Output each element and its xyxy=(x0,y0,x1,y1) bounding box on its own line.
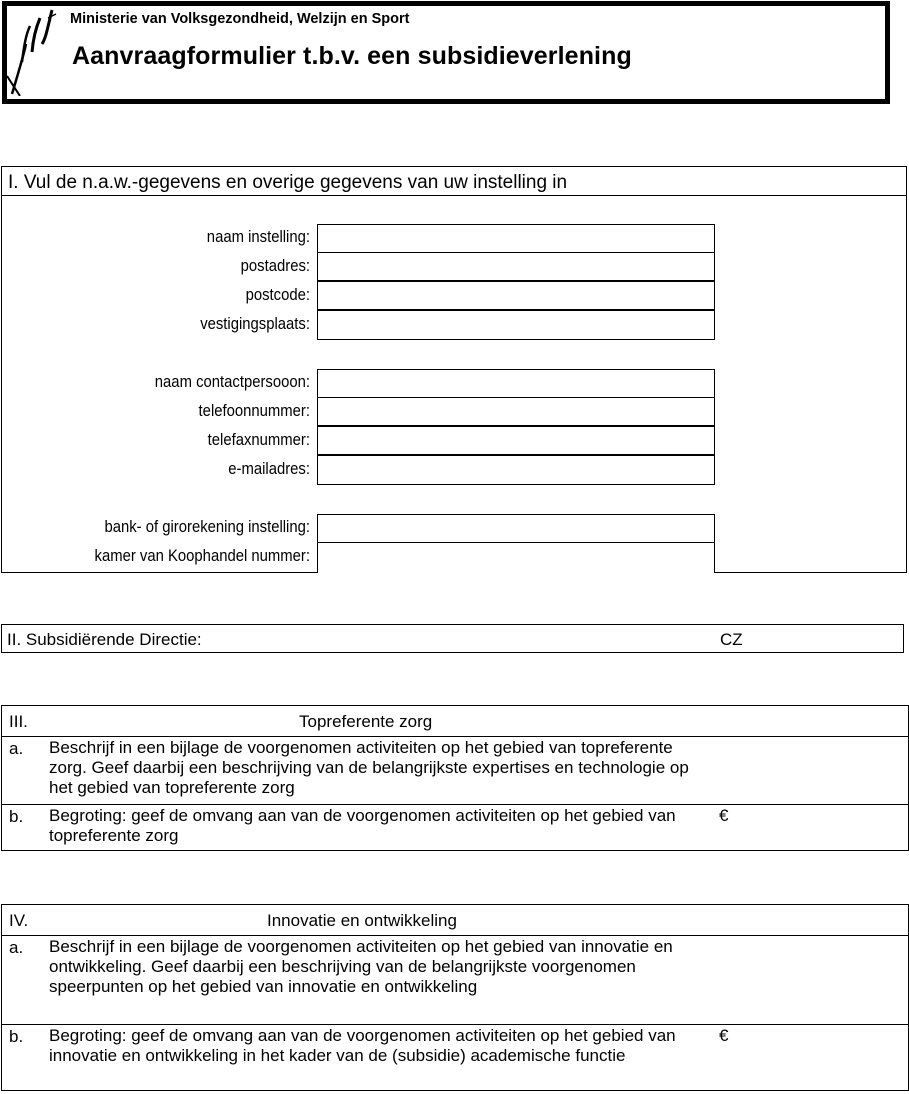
row-text: Begroting: geef de omvang aan van de voorgenomen activiteiten op het gebied van innovatie en ontwikkeling in het kader van de (subsidie) academische functie xyxy=(49,1026,676,1065)
vws-logo-icon xyxy=(4,4,64,96)
row-key: b. xyxy=(9,807,24,826)
section-3-row-b xyxy=(2,804,908,850)
section-4-header-row xyxy=(2,905,908,935)
section-2-directie xyxy=(1,624,904,653)
section-3-table xyxy=(1,705,909,851)
section-3-number: III. xyxy=(9,712,28,731)
section-4-row-b xyxy=(2,1024,908,1090)
label-e-mailadres: e-mailadres: xyxy=(228,460,310,478)
row-key: a. xyxy=(9,739,24,758)
section-4-table xyxy=(1,904,909,1091)
label-telefoonnummer: telefoonnummer: xyxy=(198,402,310,420)
row-text: Begroting: geef de omvang aan van de voorgenomen activiteiten op het gebied van topreferente zorg xyxy=(49,806,676,845)
naam-instelling-field[interactable] xyxy=(317,224,715,253)
section-1-heading-text: I. Vul de n.a.w.-gegevens en overige gegevens van uw instelling in xyxy=(8,172,568,193)
label-telefaxnummer: telefaxnummer: xyxy=(207,431,310,449)
section-3-row-a xyxy=(2,736,908,804)
kvk-nummer-field[interactable] xyxy=(317,542,715,573)
label-vestigingsplaats: vestigingsplaats: xyxy=(200,315,310,333)
label-naam-contactpersoon: naam contactpersooon: xyxy=(154,373,310,391)
e-mailadres-field[interactable] xyxy=(317,455,715,485)
vestigingsplaats-field[interactable] xyxy=(317,310,715,340)
section-3-title: Topreferente zorg xyxy=(299,712,433,731)
section-4-row-a xyxy=(2,935,908,1024)
section-1-heading xyxy=(1,166,907,196)
row-key: a. xyxy=(9,938,24,957)
form-title: Aanvraagformulier t.b.v. een subsidieverlening xyxy=(72,42,632,70)
directie-label: II. Subsidiërende Directie: xyxy=(7,630,202,649)
postadres-field[interactable] xyxy=(317,252,715,281)
amount-field[interactable]: € xyxy=(719,806,729,825)
postcode-field[interactable] xyxy=(317,281,715,310)
ministry-name: Ministerie van Volksgezondheid, Welzijn en Sport xyxy=(70,11,410,27)
section-4-number: IV. xyxy=(9,911,29,930)
row-text: Beschrijf in een bijlage de voorgenomen activiteiten op het gebied van topreferente zorg. Geef daarbij een beschrijving van de belangrijkste expertises en technologie op het gebied van topreferente zorg xyxy=(49,738,689,797)
amount-field[interactable]: € xyxy=(719,1026,729,1045)
telefaxnummer-field[interactable] xyxy=(317,426,715,455)
label-postcode: postcode: xyxy=(245,286,310,304)
label-kvk-nummer: kamer van Koophandel nummer: xyxy=(94,547,310,565)
section-4-title: Innovatie en ontwikkeling xyxy=(267,911,457,930)
row-key: b. xyxy=(9,1027,24,1046)
row-text: Beschrijf in een bijlage de voorgenomen activiteiten op het gebied van innovatie en ontwikkeling. Geef daarbij een beschrijving van de belangrijkste voorgenomen speerpunten op het gebied van innovatie en ontwikkeling xyxy=(49,937,673,996)
naam-contactpersoon-field[interactable] xyxy=(317,369,715,398)
label-postadres: postadres: xyxy=(240,257,310,275)
section-3-header-row xyxy=(2,706,908,736)
label-naam-instelling: naam instelling: xyxy=(206,228,310,246)
telefoonnummer-field[interactable] xyxy=(317,397,715,426)
bankrekening-field[interactable] xyxy=(317,514,715,543)
directie-value: CZ xyxy=(720,630,743,649)
label-bankrekening: bank- of girorekening instelling: xyxy=(104,518,311,536)
